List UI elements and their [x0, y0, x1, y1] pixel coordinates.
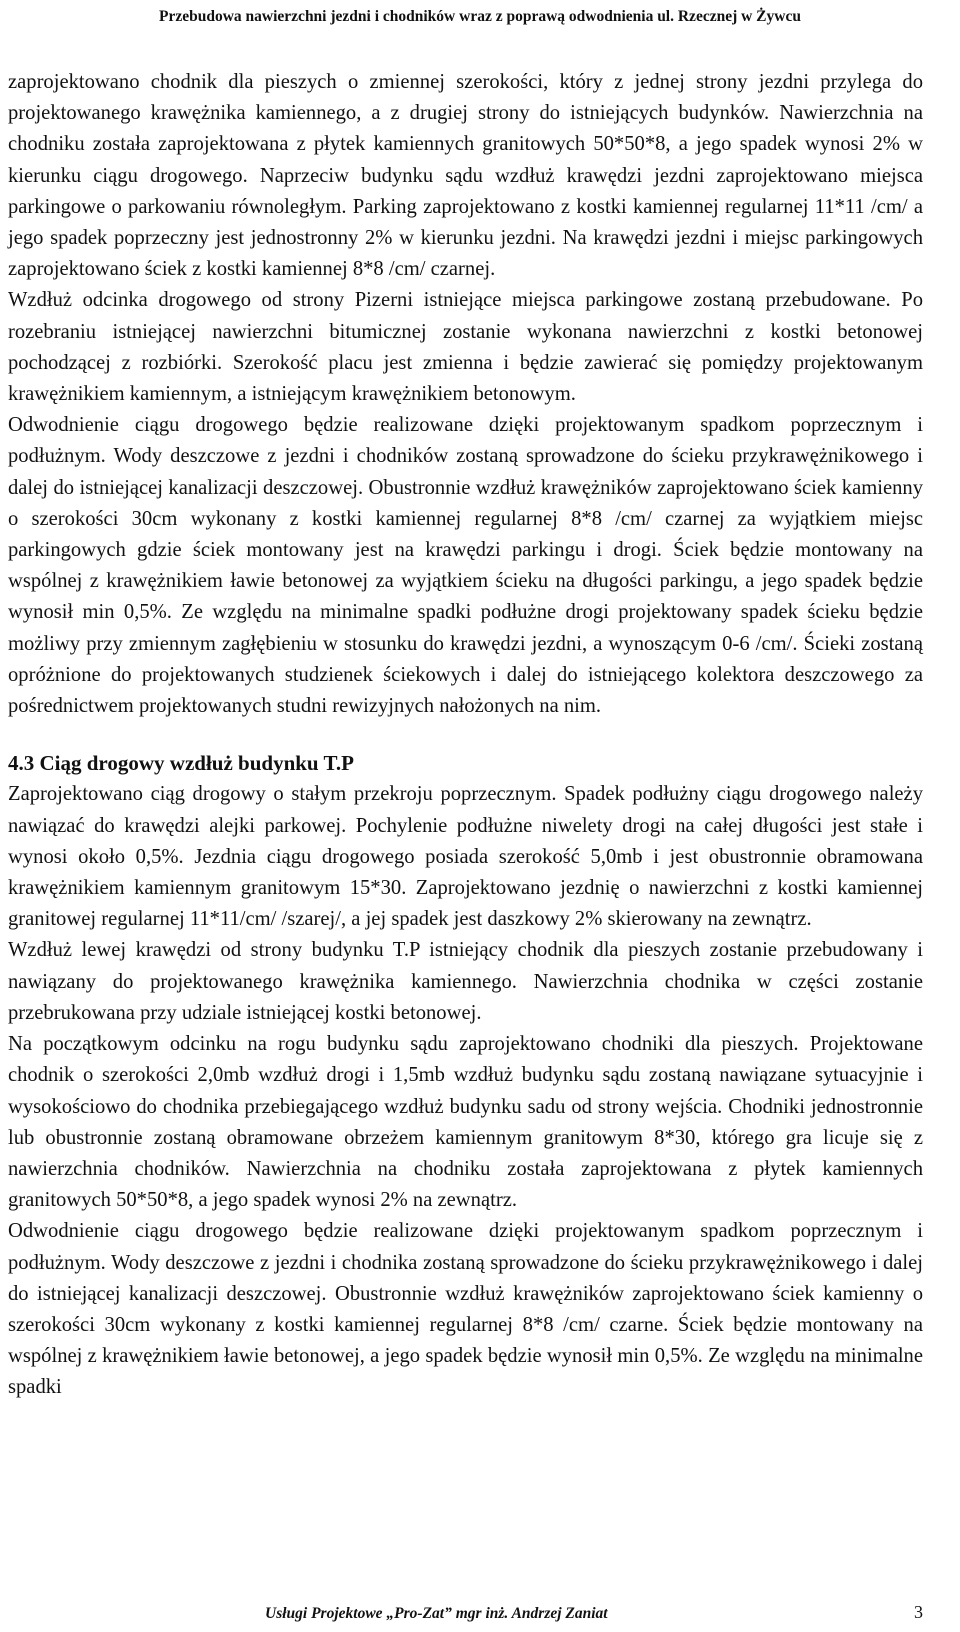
paragraph: Wzdłuż lewej krawędzi od strony budynku T.P istniejący chodnik dla pieszych zostanie przebudowany i nawiązany do projektowanego krawężnika kamiennego. Nawierzchnia chodnika w części zostanie przebrukowana przy udziale istniejącej kostki betonowej.	[8, 939, 923, 1024]
paragraph: Na początkowym odcinku na rogu budynku sądu zaprojektowano chodniki dla pieszych. Projektowane chodnik o szerokości 2,0mb wzdłuż drogi i 1,5mb wzdłuż budynku sądu zostaną nawiązane sytuacyjnie i wysokościowo do chodnika przebiegającego wzdłuż budynku sadu od strony wejścia. Chodniki jednostronnie lub obustronnie zostaną obramowane obrzeżem kamiennym granitowym 8*30, którego gra licuje się z nawierzchnia chodników. Nawierzchnia na chodniku została zaprojektowana z płytek kamiennych granitowych 50*50*8, a jego spadek wynosi 2% na zewnątrz.	[8, 1033, 923, 1212]
paragraph: zaprojektowano chodnik dla pieszych o zmiennej szerokości, który z jednej strony jezdni przylega do projektowanego krawężnika kamiennego, a z drugiej strony do istniejących budynków. Nawierzchnia na chodniku została zaprojektowana z płytek kamiennych granitowych 50*50*8, a jego spadek wynosi 2% w kierunku ciągu drogowego. Naprzeciw budynku sądu wzdłuż krawędzi jezdni zaprojektowano miejsca parkingowe o parkowaniu równoległym. Parking zaprojektowano z kostki kamiennej regularnej 11*11 /cm/ a jego spadek poprzeczny jest jednostronny 2% w kierunku jezdni. Na krawędzi jezdni i miejsc parkingowych zaprojektowano ściek z kostki kamiennej 8*8 /cm/ czarnej.	[8, 71, 923, 281]
document-body	[8, 67, 923, 1404]
page-header: Przebudowa nawierzchni jezdni i chodników wraz z poprawą odwodnienia ul. Rzecznej w Żywcu	[159, 8, 801, 25]
page-number: 3	[914, 1602, 923, 1622]
page-footer: Usługi Projektowe „Pro-Zat” mgr inż. Andrzej Zaniat	[265, 1605, 608, 1622]
paragraph: Wzdłuż odcinka drogowego od strony Pizerni istniejące miejsca parkingowe zostaną przebudowane. Po rozebraniu istniejącej nawierzchni bitumicznej zostanie wykonana nawierzchni z kostki betonowej pochodzącej z rozbiórki. Szerokość placu jest zmienna i będzie zawierać się pomiędzy projektowanym krawężnikiem kamiennym, a istniejącym krawężnikiem betonowym.	[8, 289, 923, 406]
paragraph: Odwodnienie ciągu drogowego będzie realizowane dzięki projektowanym spadkom poprzecznym i podłużnym. Wody deszczowe z jezdni i chodnika zostaną sprowadzone do ścieku przykrawężnikowego i dalej do istniejącej kanalizacji deszczowej. Obustronnie wzdłuż krawężników zaprojektowano ściek kamienny o szerokości 30cm wykonany z kostki kamiennej regularnej 8*8 /cm/ czarne. Ściek będzie montowany na wspólnej z krawężnikiem ławie betonowej, a jego spadek będzie wynosił min 0,5%. Ze względu na minimalne spadki	[8, 1220, 923, 1399]
paragraph: Odwodnienie ciągu drogowego będzie realizowane dzięki projektowanym spadkom poprzecznym i podłużnym. Wody deszczowe z jezdni i chodników zostaną sprowadzone do ścieku przykrawężnikowego i dalej do istniejącej kanalizacji deszczowej. Obustronnie wzdłuż krawężników zaprojektowano ściek kamienny o szerokości 30cm wykonany z kostki kamiennej regularnej 8*8 /cm/ czarnej za wyjątkiem miejsc parkingowych gdzie ściek montowany jest na krawędzi parkingu i drogi. Ściek będzie montowany na wspólnej z krawężnikiem ławie betonowej za wyjątkiem ścieku na długości parkingu, a jego spadek będzie wynosił min 0,5%. Ze względu na minimalne spadki podłużne drogi projektowany spadek ścieku będzie możliwy przy zmiennym zagłębieniu w stosunku do krawędzi jezdni, a wynoszącym 0-6 /cm/. Ścieki zostaną opróżnione do projektowanych studzienek ściekowych i dalej do istniejącego kolektora deszczowego za pośrednictwem projektowanych studni rewizyjnych nałożonych na nim.	[8, 414, 923, 718]
section-heading: 4.3 Ciąg drogowy wzdłuż budynku T.P	[8, 751, 355, 776]
paragraph: Zaprojektowano ciąg drogowy o stałym przekroju poprzecznym. Spadek podłużny ciągu drogowego należy nawiązać do krawędzi alejki parkowej. Pochylenie podłużne niwelety drogi na całej długości jest stałe i wynosi około 0,5%. Jezdnia ciągu drogowego posiada szerokość 5,0mb i jest obustronnie obramowana krawężnikiem kamiennym granitowym 15*30. Zaprojektowano jezdnię o nawierzchni z kostki kamiennej granitowej regularnej 11*11/cm/ /szarej/, a jej spadek jest daszkowy 2% skierowany na zewnątrz.	[8, 783, 923, 931]
